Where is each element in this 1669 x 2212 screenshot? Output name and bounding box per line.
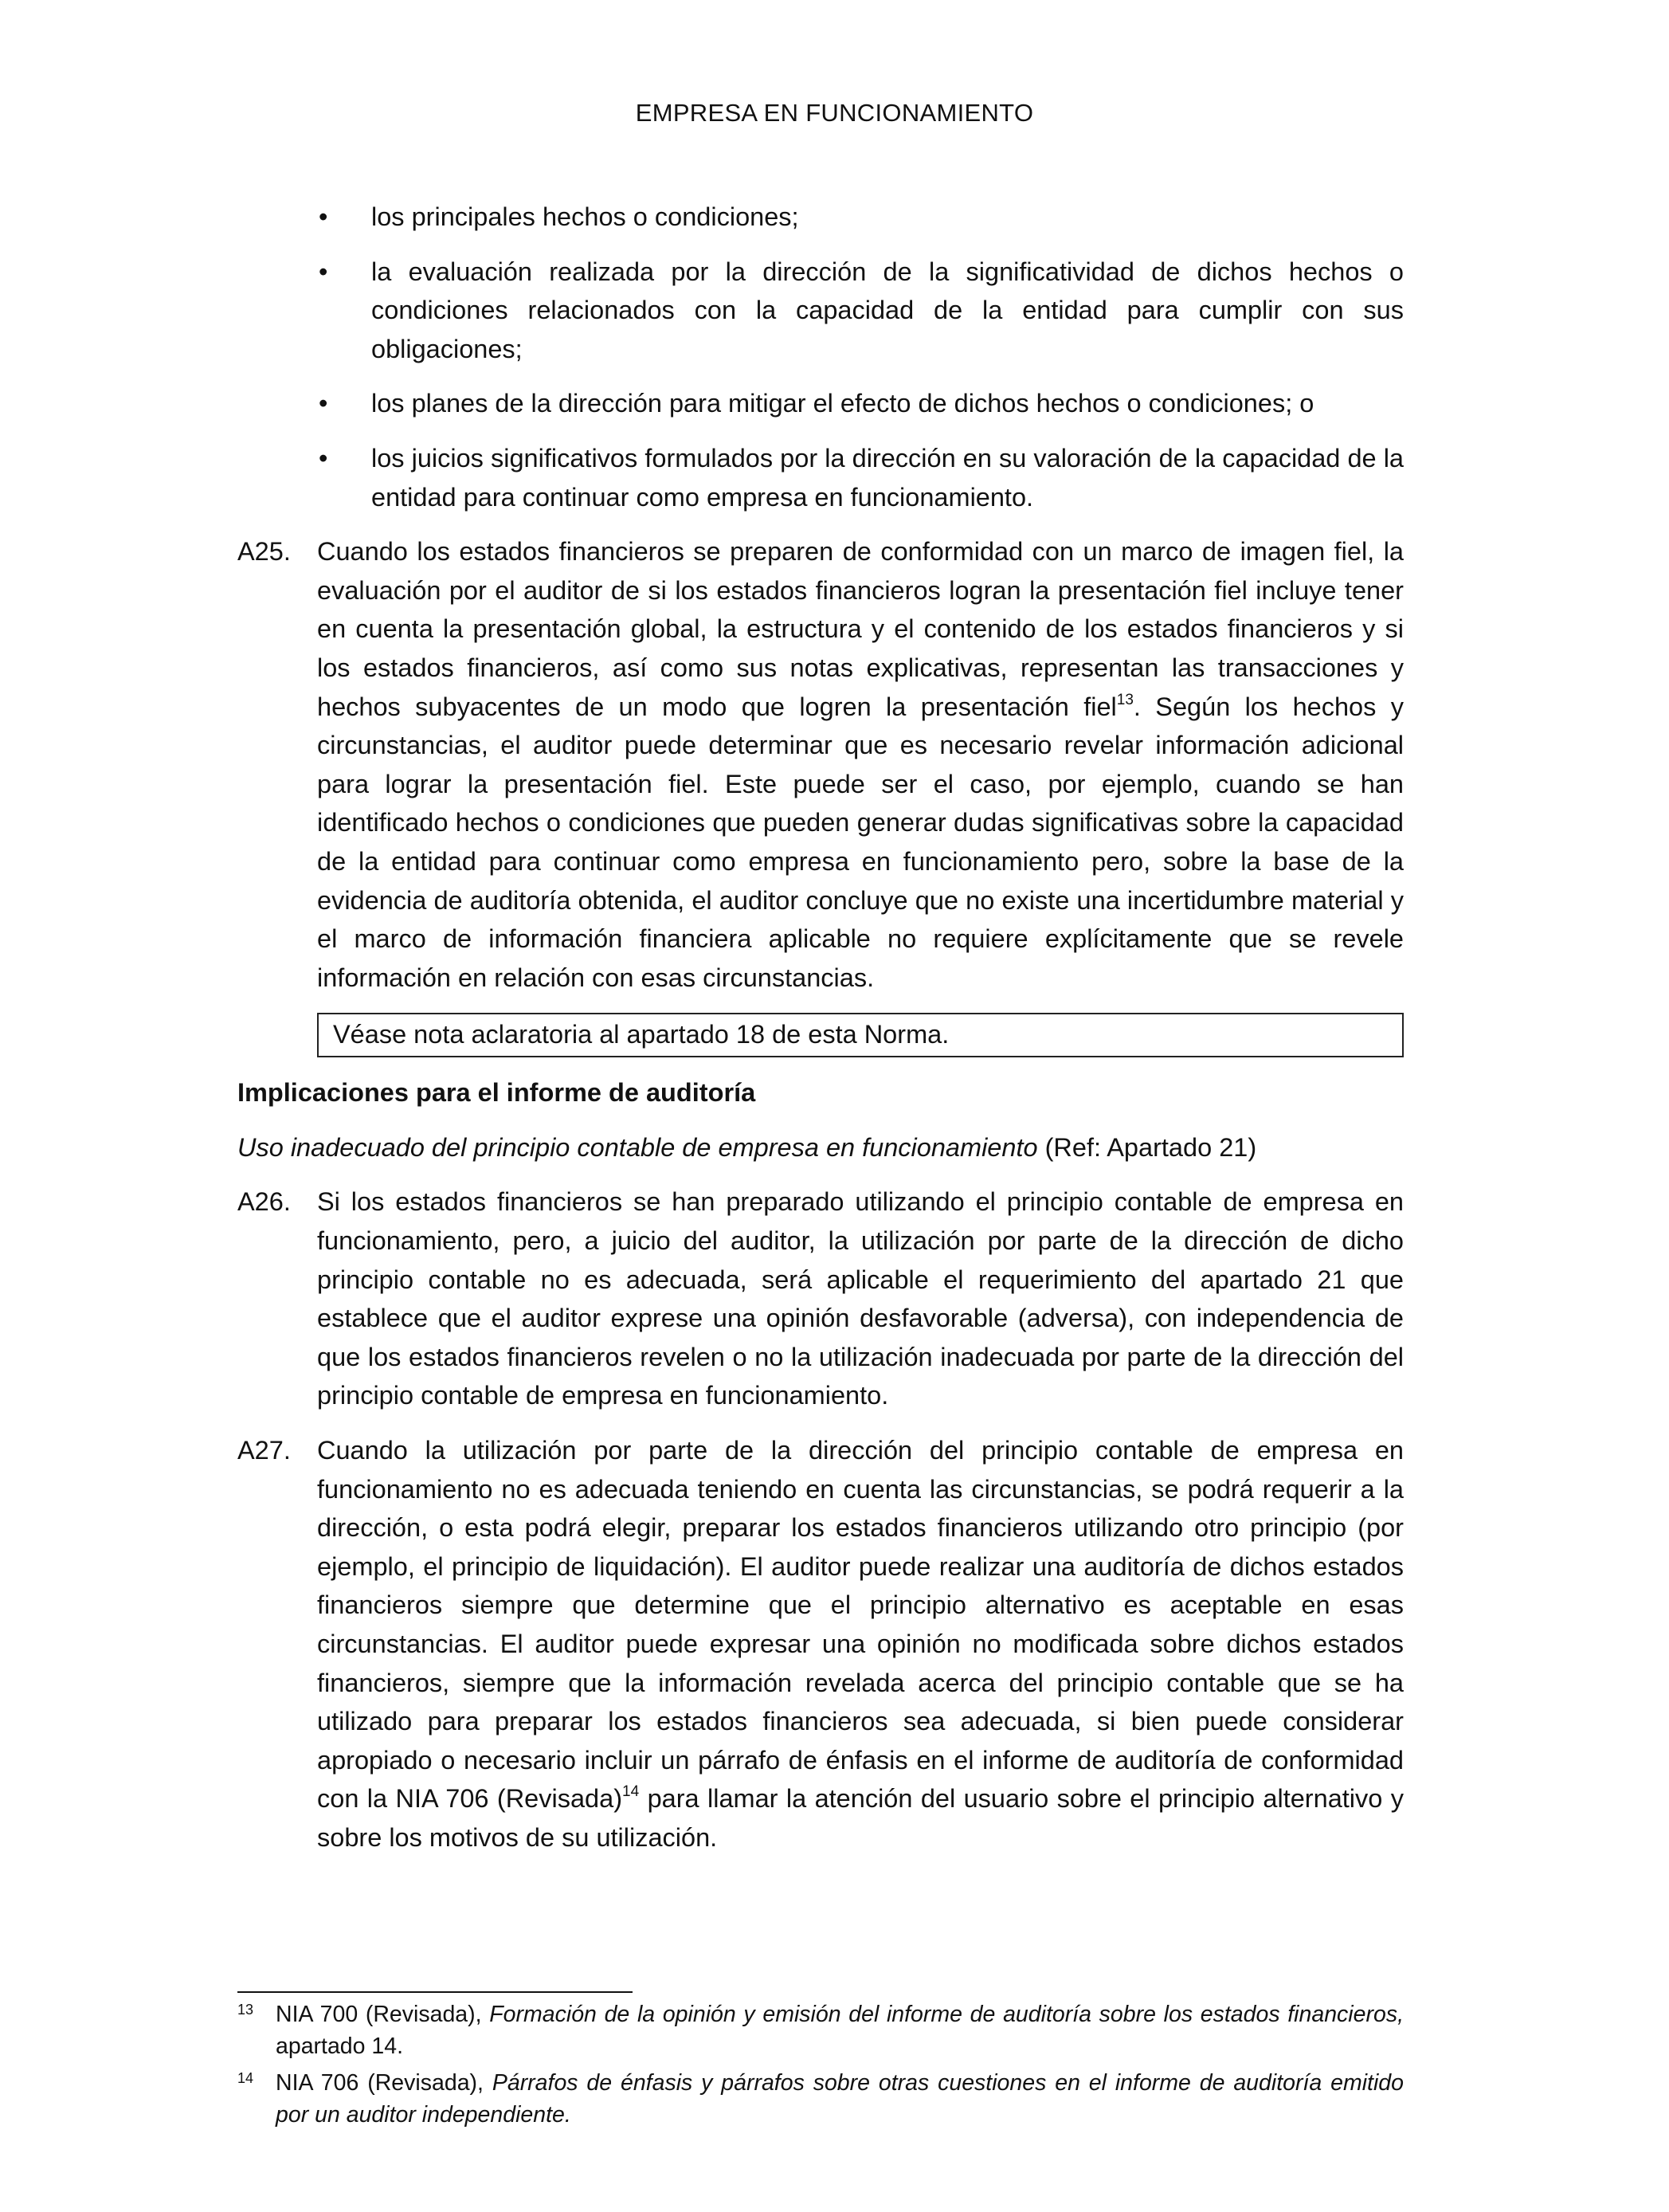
bullet-icon: •	[319, 257, 328, 286]
paragraph-text: Si los estados financieros se han preparado utilizando el principio contable de empresa en funcionamiento, pero, a juicio del auditor, la utilización por parte de la dirección de dicho principio contable no es adecuada, será aplicable el requerimiento del apartado 21 que establece que el auditor exprese una opinión desfavorable (adversa), con independencia de que los estados financieros revelen o no la utilización inadecuada por parte de la dirección del principio contable de empresa en funcionamiento.	[317, 1187, 1404, 1410]
bullet-text: la evaluación realizada por la dirección de la significatividad de dichos hechos o condiciones relacionados con la capacidad de la entidad para cumplir con sus obligaciones;	[371, 257, 1404, 363]
list-item	[237, 198, 1404, 237]
paragraph-a26	[237, 1182, 1404, 1415]
bullet-icon: •	[319, 202, 328, 231]
subheading-ref: (Ref: Apartado 21)	[1037, 1132, 1257, 1162]
footnote-number: 13	[237, 2002, 254, 2018]
paragraph-text: Cuando la utilización por parte de la dirección del principio contable de empresa en funcionamiento no es adecuada teniendo en cuenta las circunstancias, se podrá requerir a la dirección, o esta podrá elegir, preparar los estados financieros utilizando otro principio (por ejemplo, el principio de liquidación). El auditor puede realizar una auditoría de dichos estados financieros siempre que determine que el principio alternativo es aceptable en esas circunstancias. El auditor puede expresar una opinión no modificada sobre dichos estados financieros, siempre que la información revelada acerca del principio contable que se ha utilizado para preparar los estados financieros sea adecuada, si bien puede considerar apropiado o necesario incluir un párrafo de énfasis en el informe de auditoría de conformidad con la NIA 706 (Revisada)	[317, 1436, 1404, 1814]
list-item	[237, 384, 1404, 423]
subheading-title: Uso inadecuado del principio contable de empresa en funcionamiento	[237, 1132, 1038, 1162]
bullet-icon: •	[319, 443, 328, 473]
subheading	[237, 1128, 1404, 1167]
footnote-title: Formación de la opinión y emisión del informe de auditoría sobre los estados financieros,	[489, 2002, 1404, 2027]
list-item	[237, 439, 1404, 516]
bullet-icon: •	[319, 389, 328, 418]
bullet-text: los juicios significativos formulados por la dirección en su valoración de la capacidad de la entidad para continuar como empresa en funcionamiento.	[371, 443, 1404, 512]
bullet-text: los principales hechos o condiciones;	[371, 202, 799, 231]
footnotes	[237, 1998, 1404, 2136]
paragraph-text-cont: para llamar la atención del usuario sobre el principio alternativo y sobre los motivos de su utilización.	[317, 1784, 1404, 1852]
page-header: EMPRESA EN FUNCIONAMIENTO	[635, 99, 1034, 127]
bullet-text: los planes de la dirección para mitigar el efecto de dichos hechos o condiciones; o	[371, 389, 1314, 418]
footnote-title: Párrafos de énfasis y párrafos sobre otras cuestiones en el informe de auditoría emitido por un auditor independiente.	[276, 2070, 1404, 2128]
paragraph-a25	[237, 532, 1404, 997]
footnote-divider	[237, 1991, 633, 1993]
bullet-list	[237, 198, 1404, 516]
document-body	[237, 198, 1404, 1873]
paragraph-text-cont: . Según los hechos y circunstancias, el auditor puede determinar que es necesario revelar información adicional para lograr la presentación fiel. Este puede ser el caso, por ejemplo, cuando se han identificado hechos o condiciones que pueden generar dudas significativas sobre la capacidad de la entidad para continuar como empresa en funcionamiento pero, sobre la base de la evidencia de auditoría obtenida, el auditor concluye que no existe una incertidumbre material y el marco de información financiera aplicable no requiere explícitamente que se revele información en relación con esas circunstancias.	[317, 692, 1404, 992]
clarification-note-box: Véase nota aclaratoria al apartado 18 de esta Norma.	[317, 1013, 1404, 1057]
paragraph-a27	[237, 1431, 1404, 1857]
paragraph-text: Cuando los estados financieros se preparen de conformidad con un marco de imagen fiel, la evaluación por el auditor de si los estados financieros logran la presentación fiel incluye tener en cuenta la presentación global, la estructura y el contenido de los estados financieros y si los estados financieros, así como sus notas explicativas, representan las transacciones y hechos subyacentes de un modo que logren la presentación fiel	[317, 537, 1404, 721]
list-item	[237, 253, 1404, 369]
footnote-number: 14	[237, 2070, 254, 2086]
paragraph-number: A25.	[237, 537, 291, 567]
footnote-13	[237, 1998, 1404, 2062]
footnote-ref-13[interactable]: 13	[1116, 691, 1134, 708]
footnote-suffix: apartado 14.	[276, 2034, 404, 2059]
footnote-prefix: NIA 700 (Revisada),	[276, 2002, 490, 2027]
section-heading: Implicaciones para el informe de auditoría	[237, 1078, 756, 1108]
footnote-ref-14[interactable]: 14	[622, 1783, 640, 1801]
footnote-prefix: NIA 706 (Revisada),	[276, 2070, 492, 2096]
paragraph-number: A26.	[237, 1187, 291, 1217]
footnote-14	[237, 2067, 1404, 2131]
paragraph-number: A27.	[237, 1436, 291, 1465]
